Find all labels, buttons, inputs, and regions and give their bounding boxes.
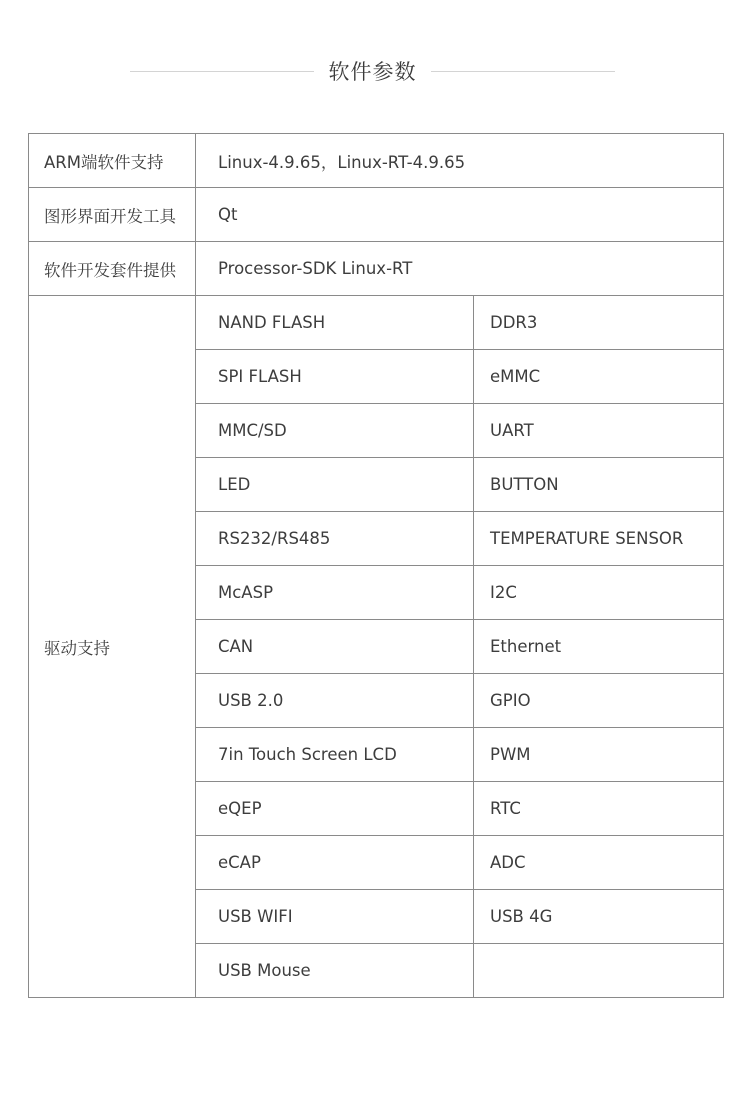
drivers-label: 驱动支持 bbox=[29, 296, 196, 998]
driver-item: ADC bbox=[474, 836, 724, 890]
table-row-sdk bbox=[29, 242, 724, 296]
section-title: 软件参数 bbox=[328, 60, 417, 84]
driver-item: PWM bbox=[474, 728, 724, 782]
driver-item: USB 2.0 bbox=[196, 674, 474, 728]
driver-item: USB WIFI bbox=[196, 890, 474, 944]
software-params-table bbox=[28, 133, 724, 998]
driver-item: MMC/SD bbox=[196, 404, 474, 458]
driver-item: USB Mouse bbox=[196, 944, 474, 998]
driver-item: eMMC bbox=[474, 350, 724, 404]
driver-item-empty bbox=[474, 944, 724, 998]
driver-item: LED bbox=[196, 458, 474, 512]
driver-item: eCAP bbox=[196, 836, 474, 890]
driver-item: BUTTON bbox=[474, 458, 724, 512]
title-divider-left bbox=[130, 71, 314, 72]
driver-item: CAN bbox=[196, 620, 474, 674]
driver-item: eQEP bbox=[196, 782, 474, 836]
row-value: Linux-4.9.65，Linux-RT-4.9.65 bbox=[196, 134, 724, 188]
driver-item: 7in Touch Screen LCD bbox=[196, 728, 474, 782]
driver-item: McASP bbox=[196, 566, 474, 620]
table-row-driver bbox=[29, 296, 724, 350]
section-header bbox=[0, 52, 750, 92]
driver-item: TEMPERATURE SENSOR bbox=[474, 512, 724, 566]
row-label: ARM端软件支持 bbox=[29, 134, 196, 188]
row-value: Processor-SDK Linux-RT bbox=[196, 242, 724, 296]
driver-item: I2C bbox=[474, 566, 724, 620]
driver-item: UART bbox=[474, 404, 724, 458]
driver-item: RTC bbox=[474, 782, 724, 836]
table-row-gui-tool bbox=[29, 188, 724, 242]
table-row-arm-software bbox=[29, 134, 724, 188]
driver-item: RS232/RS485 bbox=[196, 512, 474, 566]
driver-item: Ethernet bbox=[474, 620, 724, 674]
driver-item: SPI FLASH bbox=[196, 350, 474, 404]
row-label: 图形界面开发工具 bbox=[29, 188, 196, 242]
driver-item: DDR3 bbox=[474, 296, 724, 350]
row-value: Qt bbox=[196, 188, 724, 242]
driver-item: USB 4G bbox=[474, 890, 724, 944]
driver-item: GPIO bbox=[474, 674, 724, 728]
title-divider-right bbox=[431, 71, 615, 72]
driver-item: NAND FLASH bbox=[196, 296, 474, 350]
row-label: 软件开发套件提供 bbox=[29, 242, 196, 296]
